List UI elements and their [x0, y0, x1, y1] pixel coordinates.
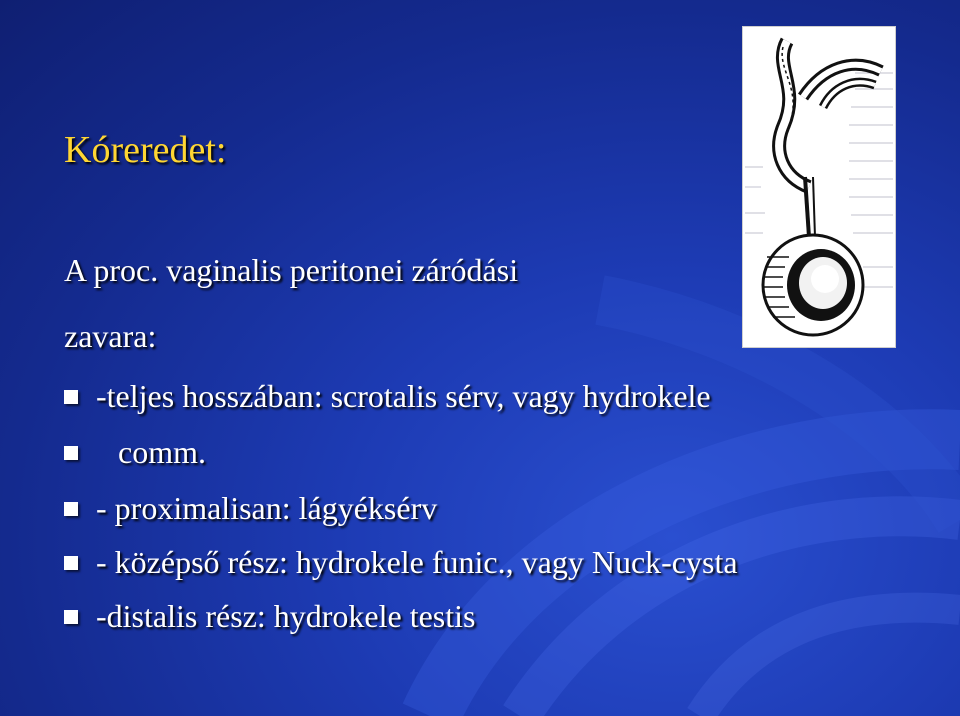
bullet-text: -teljes hosszában: scrotalis sérv, vagy hydrokele — [96, 378, 711, 414]
square-bullet-icon — [64, 446, 78, 460]
list-item — [64, 488, 437, 528]
anatomical-illustration-icon — [743, 27, 895, 347]
anatomical-illustration — [742, 26, 896, 348]
square-bullet-icon — [64, 502, 78, 516]
list-item — [64, 542, 738, 582]
square-bullet-icon — [64, 556, 78, 570]
slide-title: Kóreredet: — [64, 129, 227, 171]
list-item — [64, 376, 711, 416]
square-bullet-icon — [64, 390, 78, 404]
bullet-text: - középső rész: hydrokele funic., vagy Nuck-cysta — [96, 544, 738, 580]
intro-line-2: zavara: — [64, 318, 157, 354]
square-bullet-icon — [64, 610, 78, 624]
bullet-text: -distalis rész: hydrokele testis — [96, 598, 476, 634]
bullet-text: comm. — [118, 434, 206, 470]
bullet-text: - proximalisan: lágyéksérv — [96, 490, 438, 526]
list-item — [64, 596, 475, 636]
intro-line-1: A proc. vaginalis peritonei záródási — [64, 252, 519, 288]
list-item — [64, 432, 206, 472]
